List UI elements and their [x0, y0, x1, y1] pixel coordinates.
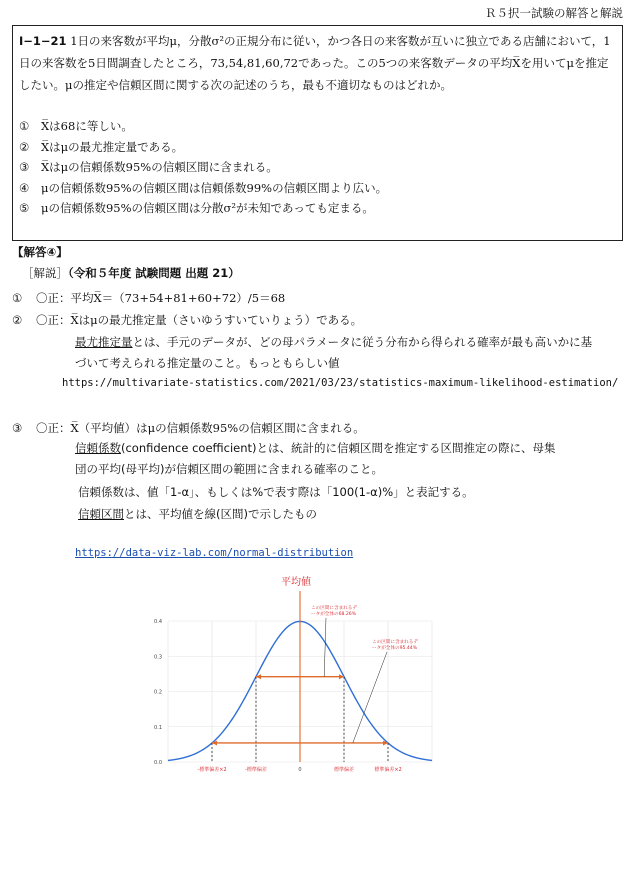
mle-definition-line-1	[75, 331, 592, 353]
confidence-coef-line-1	[75, 437, 556, 459]
choice-number: ②	[19, 139, 30, 154]
confidence-coef-line-3: 信頼係数は、値「1-α」、もしくは%で表す際は「100(1-α)%」と表記する。	[78, 485, 474, 499]
y-tick-label: 0.4	[154, 619, 162, 625]
page-header: Ｒ５択一試験の解答と解説	[485, 6, 623, 20]
choice-2	[19, 137, 616, 158]
choice-1	[19, 116, 616, 137]
explanation-source: （令和５年度 試験問題 出題 21）	[68, 266, 240, 280]
question-id: Ⅰ−1−21	[19, 34, 67, 48]
mle-term: 最尤推定量	[75, 335, 133, 349]
question-body: 1日の来客数が平均μ，分散σ²の正規分布に従い，かつ各日の来客数が互いに独立である店舗において，1日の来客数を5日間調査したところ，73,54,81,60,72であった。この5つの来客数データの平均X̅を用いてμを推定したい。μの推定や信頼区間に関する次の記述のうち，最も不適切なものはどれか。	[19, 34, 611, 92]
answer-label: 【解答④】	[12, 245, 68, 259]
item-number: ②	[12, 313, 23, 327]
explanation-prefix: ［解説］	[22, 266, 68, 280]
normal-distribution-chart	[140, 573, 440, 773]
item-number: ①	[12, 291, 23, 305]
x-tick-label: 標準偏差×2	[374, 767, 402, 773]
x-tick-label: -標準偏差	[245, 767, 267, 773]
item-text: 〇正：平均X̅＝（73+54+81+60+72）/5＝68	[36, 291, 286, 305]
choice-5	[19, 198, 616, 219]
confidence-coef-desc: (confidence coefficient)とは、統計的に信頼区間を推定する区間推定の際に、母集	[121, 441, 556, 455]
chart-title: 平均値	[281, 577, 311, 588]
interval-note-line: この区間に含まれるデ	[372, 640, 418, 645]
explanation-item-1	[12, 290, 285, 306]
choice-text: X̅はμの最尤推定量である。	[41, 139, 184, 154]
confidence-coef-line-2: 団の平均(母平均)が信頼区間の範囲に含まれる確率のこと。	[75, 462, 383, 476]
y-tick-label: 0.3	[154, 654, 162, 661]
interval-note-line: この区間に含まれるデ	[311, 606, 357, 611]
confidence-coef-term: 信頼係数	[75, 441, 121, 455]
choice-3	[19, 157, 616, 178]
item-number: ③	[12, 421, 23, 435]
choice-list	[19, 116, 616, 219]
x-tick-label: 標準偏差	[333, 767, 355, 773]
confidence-interval-term: 信頼区間	[78, 507, 124, 521]
interval-note-line: ータが全体の68.26%	[311, 612, 357, 617]
explanation-item-3	[12, 420, 365, 436]
y-tick-label: 0.2	[154, 689, 162, 696]
explanation-item-2	[12, 312, 362, 328]
explanation-title	[22, 265, 240, 281]
y-tick-label: 0.1	[154, 724, 162, 731]
interval-note-leader	[353, 652, 387, 743]
confidence-interval-desc: とは、平均値を線(区間)で示したもの	[124, 507, 317, 521]
choice-text: μの信頼係数95%の信頼区間は信頼係数99%の信頼区間より広い。	[41, 180, 388, 195]
choice-4	[19, 178, 616, 199]
choice-text: X̅はμの信頼係数95%の信頼区間に含まれる。	[41, 160, 278, 174]
item-text: 〇正：X̅はμの最尤推定量（さいゆうすいていりょう）である。	[36, 313, 363, 327]
mle-desc: とは、手元のデータが、どの母パラメータに従う分布から得られる確率が最も高いかに基	[132, 335, 593, 349]
x-tick-label: -標準偏差×2	[197, 767, 227, 773]
question-text	[19, 30, 616, 96]
mle-definition-line-2: づいて考えられる推定量のこと。もっともらしい値	[75, 356, 340, 370]
y-tick-label: 0.0	[154, 760, 162, 766]
choice-text: X̅は68に等しい。	[41, 119, 133, 133]
choice-number: ③	[19, 160, 30, 174]
confidence-interval-line	[78, 503, 317, 525]
interval-note-leader	[324, 618, 326, 677]
item-text: 〇正：X̅（平均値）はμの信頼係数95%の信頼区間に含まれる。	[36, 421, 365, 435]
mle-url: https://multivariate-statistics.com/2021/03/23/statistics-maximum-likelihood-estimation/	[62, 377, 619, 389]
choice-number: ⑤	[19, 201, 30, 215]
question-box	[12, 25, 623, 241]
x-tick-label: 0	[298, 767, 302, 773]
choice-number: ①	[19, 119, 30, 133]
choice-number: ④	[19, 180, 30, 195]
choice-text: μの信頼係数95%の信頼区間は分散σ²が未知であっても定まる。	[41, 201, 374, 215]
normal-distribution-link[interactable]: https://data-viz-lab.com/normal-distribution	[75, 547, 354, 559]
interval-note-line: ータが全体の95.44%	[372, 646, 418, 651]
